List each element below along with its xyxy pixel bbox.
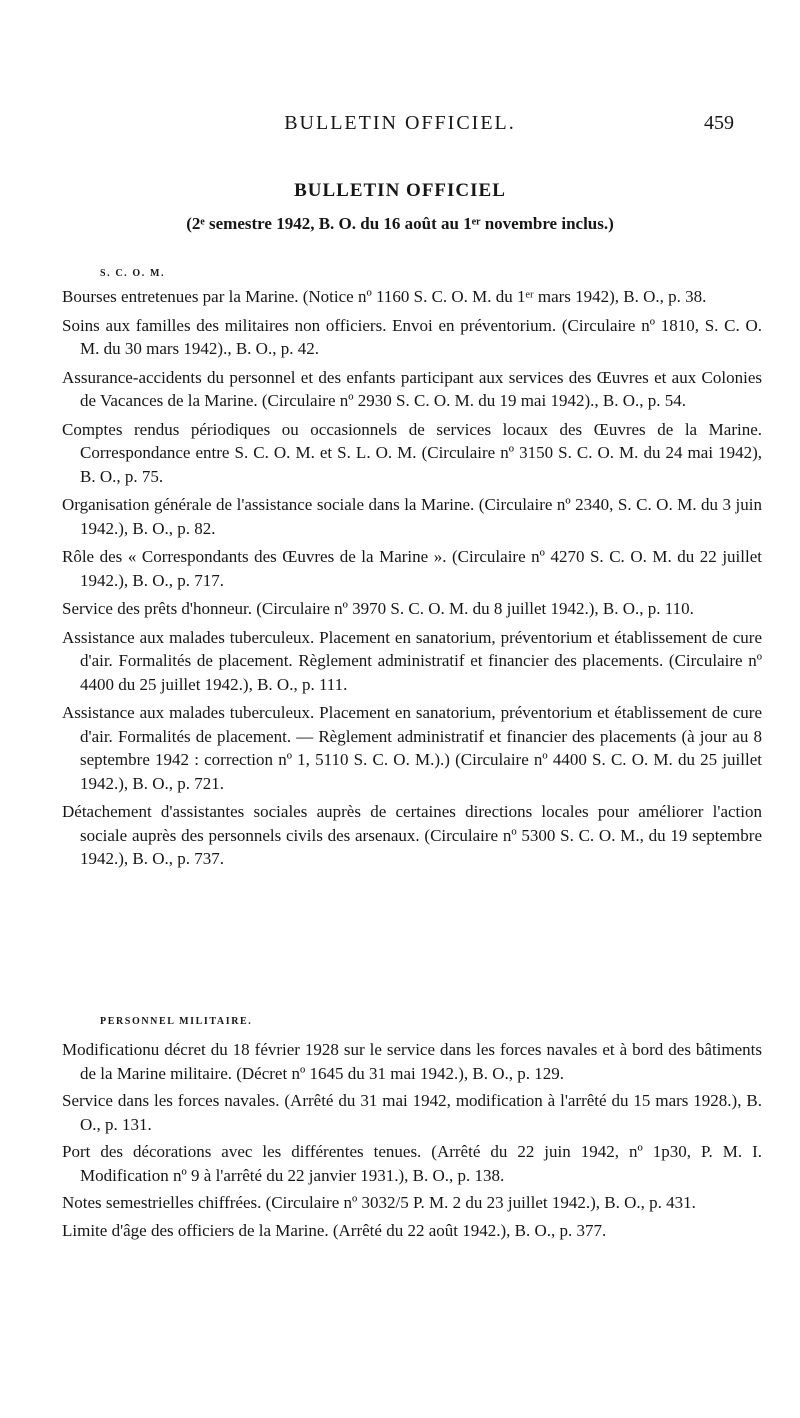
list-item: Service des prêts d'honneur. (Circulaire nº 3970 S. C. O. M. du 8 juillet 1942.), B. O., p. 110. [62, 599, 694, 618]
list-item: Port des décorations avec les différentes tenues. (Arrêté du 22 juin 1942, nº 1p30, P. M. I. Modification nº 9 à l'arrêté du 22 janvier 1931.), B. O., p. 138. [62, 1142, 762, 1185]
running-title: BULLETIN OFFICIEL. [284, 112, 516, 134]
list-item: Notes semestrielles chiffrées. (Circulaire nº 3032/5 P. M. 2 du 23 juillet 1942.), B. O., p. 431. [62, 1193, 696, 1212]
section-heading-personnel-militaire: PERSONNEL MILITAIRE. [100, 1016, 253, 1027]
list-item: Bourses entretenues par la Marine. (Notice nº 1160 S. C. O. M. du 1ᵉʳ mars 1942), B. O., p. 38. [62, 287, 707, 306]
list-item: Assistance aux malades tuberculeux. Placement en sanatorium, préventorium et établissement de cure d'air. Formalités de placement. Règlement administratif et financier des placements. (Circulaire nº 4400 du 25 juillet 1942.), B. O., p. 111. [62, 627, 762, 694]
section-heading-scom: S. C. O. M. [100, 268, 166, 279]
running-header [0, 112, 800, 142]
list-item: Assistance aux malades tuberculeux. Placement en sanatorium, préventorium et établissement de cure d'air. Formalités de placement. — Règlement administratif et financier des placements (à jour au 8 septembre 1942 : correction nº 1, 5110 S. C. O. M.).) (Circulaire nº 4400 S. C. O. M. du 25 juillet 1942.), B. O., p. 721. [62, 703, 762, 793]
document-title: BULLETIN OFFICIEL [294, 180, 506, 201]
list-item: Modificationu décret du 18 février 1928 sur le service dans les forces navales et à bord des bâtiments de la Marine militaire. (Décret nº 1645 du 31 mai 1942.), B. O., p. 129. [62, 1040, 762, 1083]
page-number: 459 [704, 112, 734, 134]
list-item: Organisation générale de l'assistance sociale dans la Marine. (Circulaire nº 2340, S. C. O. M. du 3 juin 1942.), B. O., p. 82. [62, 495, 762, 538]
list-item: Soins aux familles des militaires non officiers. Envoi en préventorium. (Circulaire nº 1810, S. C. O. M. du 30 mars 1942)., B. O., p. 42. [62, 315, 762, 358]
list-item: Assurance-accidents du personnel et des enfants participant aux services des Œuvres et aux Colonies de Vacances de la Marine. (Circulaire nº 2930 S. C. O. M. du 19 mai 1942)., B. O., p. 54. [62, 367, 762, 410]
section-entries-personnel-militaire [62, 1038, 762, 1246]
document-subtitle: (2ᵉ semestre 1942, B. O. du 16 août au 1ᵉʳ novembre inclus.) [186, 214, 614, 233]
list-item: Rôle des « Correspondants des Œuvres de la Marine ». (Circulaire nº 4270 S. C. O. M. du 22 juillet 1942.), B. O., p. 717. [62, 547, 762, 590]
section-entries-scom [62, 285, 762, 876]
list-item: Service dans les forces navales. (Arrêté du 31 mai 1942, modification à l'arrêté du 15 mars 1928.), B. O., p. 131. [62, 1091, 762, 1134]
list-item: Comptes rendus périodiques ou occasionnels de services locaux des Œuvres de la Marine. Correspondance entre S. C. O. M. et S. L. O. M. (Circulaire nº 3150 S. C. O. M. du 24 mai 1942), B. O., p. 75. [62, 419, 762, 486]
list-item: Limite d'âge des officiers de la Marine. (Arrêté du 22 août 1942.), B. O., p. 377. [62, 1220, 607, 1240]
list-item: Détachement d'assistantes sociales auprès de certaines directions locales pour améliorer l'action sociale auprès des personnels civils des arsenaux. (Circulaire nº 5300 S. C. O. M., du 19 septembre 1942.), B. O., p. 737. [62, 802, 762, 868]
